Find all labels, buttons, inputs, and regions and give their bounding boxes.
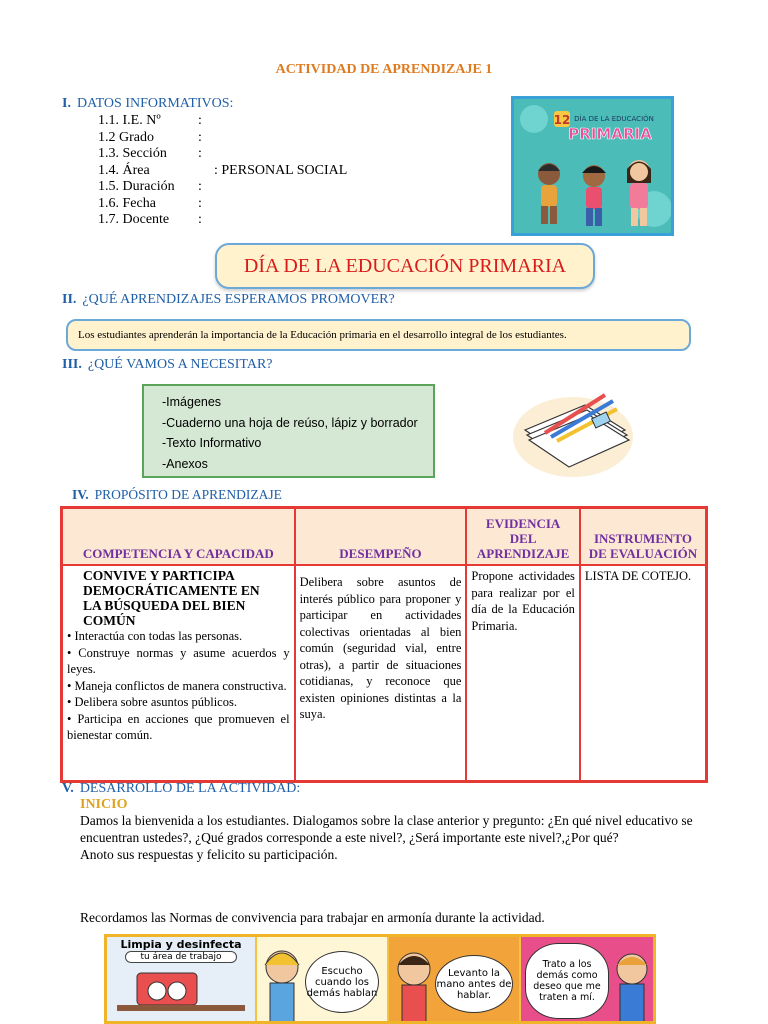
datos-row xyxy=(98,146,347,163)
datos-value: : xyxy=(198,212,202,227)
cover-line2: DÍA DE LA EDUCACIÓN xyxy=(574,115,654,123)
cell-instrumento: LISTA DE COTEJO. xyxy=(580,565,707,782)
inicio-label: INICIO xyxy=(80,797,128,812)
section-proposito-heading: IV. PROPÓSITO DE APRENDIZAJE xyxy=(72,487,282,502)
cell-evidencia: Propone actividades para realizar por el día de la Educación Primaria. xyxy=(466,565,580,782)
page-title: ACTIVIDAD DE APRENDIZAJE 1 xyxy=(275,62,493,77)
capacidad-item: • Delibera sobre asuntos públicos. xyxy=(67,695,237,709)
datos-key: 1.2 Grado xyxy=(98,129,154,145)
datos-key: 1.5. Duración xyxy=(98,179,175,194)
datos-value: : xyxy=(198,195,202,211)
learning-goal-box: Los estudiantes aprenderán la importancia de la Educación primaria en el desarrollo integral de los estudiantes. xyxy=(66,319,691,351)
datos-value: : xyxy=(198,146,202,161)
notebook-pencils-image xyxy=(505,375,635,480)
boy-icon xyxy=(389,937,439,1024)
header-instrumento: INSTRUMENTO DE EVALUACIÓN xyxy=(580,508,707,566)
cover-line3: PRIMARIA xyxy=(568,125,652,143)
section-necesitar-heading: III. ¿QUÉ VAMOS A NECESITAR? xyxy=(62,357,273,372)
capacidad-item: • Maneja conflictos de manera constructiva. xyxy=(67,678,287,693)
datos-row xyxy=(98,196,347,213)
materials-box xyxy=(142,384,435,478)
capacidad-item: • Construye normas y asume acuerdos y leyes. xyxy=(67,645,290,676)
bubble-respect: Trato a los demás como deseo que me traten a mí. xyxy=(525,943,609,1019)
capacidad-item: • Interactúa con todas las personas. xyxy=(67,629,243,643)
normas-strip-image xyxy=(104,934,656,1024)
section-number: I. xyxy=(62,96,71,111)
section-number: II. xyxy=(62,292,77,307)
header-desempeno: DESEMPEÑO xyxy=(295,508,467,566)
cell-competencia xyxy=(62,565,295,782)
cover-number: 12 xyxy=(553,113,571,127)
section-aprendizajes-heading: II. ¿QUÉ APRENDIZAJES ESPERAMOS PROMOVER? xyxy=(62,292,395,307)
datos-value: : xyxy=(198,129,202,145)
datos-list xyxy=(98,113,347,229)
datos-row xyxy=(98,179,347,196)
section-desarrollo-heading: V. DESARROLLO DE LA ACTIVIDAD: xyxy=(62,781,301,796)
datos-row xyxy=(98,130,347,147)
section-number: V. xyxy=(62,781,74,796)
bubble-raise-hand: Levanto la mano antes de hablar. xyxy=(435,955,513,1013)
girl-icon xyxy=(257,937,307,1024)
datos-key: 1.7. Docente xyxy=(98,212,170,227)
datos-value: : xyxy=(198,113,202,128)
capacidad-item: • Participa en acciones que promueven el bienestar común. xyxy=(67,711,290,742)
materials-item: -Cuaderno una hoja de reúso, lápiz y borrador xyxy=(162,415,418,430)
inicio-paragraph-2: Anoto sus respuestas y felicito su participación. xyxy=(80,847,338,862)
topic-banner: DÍA DE LA EDUCACIÓN PRIMARIA xyxy=(215,243,595,289)
inicio-paragraph: Damos la bienvenida a los estudiantes. Dialogamos sobre la clase anterior y pregunto: ¿En qué nivel educativo se encuentran ustedes?, ¿Qué grados corresponde a este nivel?, ¿Será importante este nivel?,¿Por qué? xyxy=(80,813,693,845)
section-number: IV. xyxy=(72,487,89,502)
bubble-listen: Escucho cuando los demás hablan xyxy=(305,951,379,1013)
cell-desempeno: Delibera sobre asuntos de interés público para proponer y participar en actividades colectivas orientadas al bien común (seguridad vial, entre otras), a partir de situaciones cotidianas, y reconoce que existen opiniones distintas a la suya. xyxy=(295,565,467,782)
cover-image xyxy=(511,96,674,236)
kid-icon xyxy=(607,937,656,1024)
materials-item: -Imágenes xyxy=(162,395,222,409)
cover-illustration xyxy=(514,99,671,233)
datos-row xyxy=(98,163,347,180)
norm-card-listen xyxy=(257,937,387,1024)
datos-row xyxy=(98,113,347,130)
card1-title: Limpia y desinfecta xyxy=(120,938,242,951)
norm-card-raise-hand xyxy=(389,937,519,1024)
competencia-title: CONVIVE Y PARTICIPA DEMOCRÁTICAMENTE EN LA BÚSQUEDA DEL BIEN COMÚN xyxy=(83,568,260,628)
proposito-table xyxy=(60,506,708,783)
norm-card-clean xyxy=(107,937,255,1024)
section-datos-heading: I. DATOS INFORMATIVOS: xyxy=(62,96,234,111)
datos-key: 1.3. Sección xyxy=(98,146,167,161)
datos-row xyxy=(98,212,347,229)
datos-value: : xyxy=(198,179,202,194)
card1-sub: tu área de trabajo xyxy=(125,951,237,963)
norm-card-respect xyxy=(521,937,656,1024)
datos-key: 1.6. Fecha xyxy=(98,195,156,211)
capacidades-list xyxy=(67,628,290,744)
datos-key: 1.1. I.E. Nº xyxy=(98,113,161,128)
desk-icon xyxy=(107,963,255,1018)
section-number: III. xyxy=(62,357,82,372)
materials-item: -Anexos xyxy=(162,456,208,471)
materials-item: -Texto Informativo xyxy=(162,436,262,450)
header-competencia: COMPETENCIA Y CAPACIDAD xyxy=(62,508,295,566)
datos-value: : PERSONAL SOCIAL xyxy=(214,162,348,178)
normas-paragraph: Recordamos las Normas de convivencia para trabajar en armonía durante la actividad. xyxy=(80,910,545,925)
header-evidencia: EVIDENCIA DEL APRENDIZAJE xyxy=(466,508,580,566)
datos-key: 1.4. Área xyxy=(98,162,150,178)
